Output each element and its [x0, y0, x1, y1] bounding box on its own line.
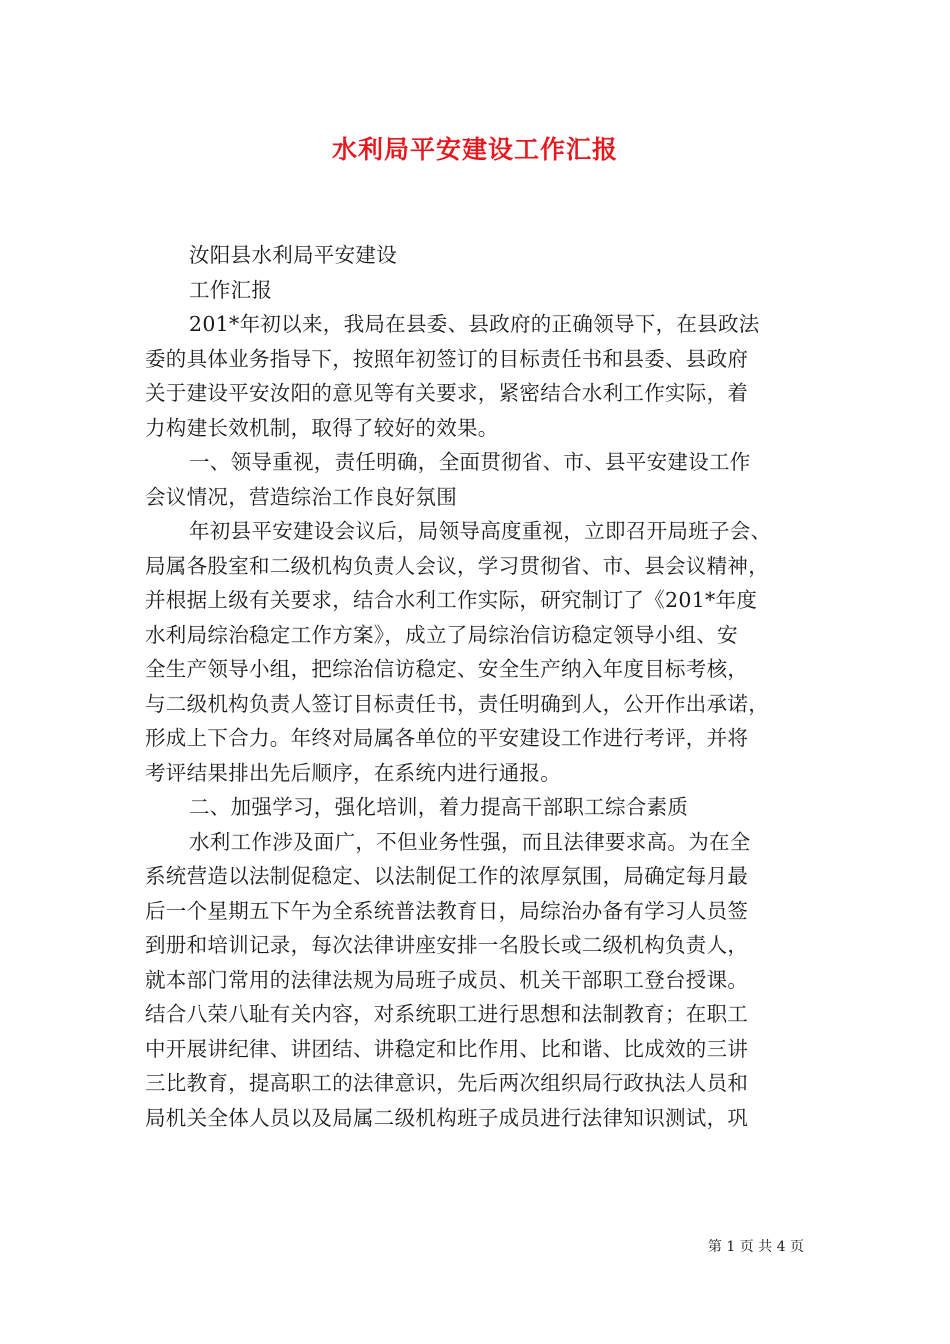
- text-line: 关于建设平安汝阳的意见等有关要求，紧密结合水利工作实际，着: [145, 381, 749, 405]
- text-line: 水利局综治稳定工作方案》，成立了局综治信访稳定领导小组、安: [145, 622, 738, 647]
- text-line: 水利工作涉及面广，不但业务性强，而且法律要求高。为在全: [189, 829, 751, 854]
- text-line: 到册和培训记录，每次法律讲座安排一名股长或二级机构负责人，: [145, 933, 749, 957]
- text-line: 力构建长效机制，取得了较好的效果。: [145, 415, 499, 440]
- text-line: 形成上下合力。年终对局属各单位的平安建设工作进行考评，并将: [145, 726, 749, 750]
- text-line: 三比教育，提高职工的法律意识，先后两次组织局行政执法人员和: [145, 1071, 749, 1095]
- text-line: 与二级机构负责人签订目标责任书，责任明确到人，公开作出承诺，: [145, 691, 769, 716]
- text-line: 一、领导重视，责任明确，全面贯彻省、市、县平安建设工作: [189, 450, 751, 474]
- text-line: 局属各股室和二级机构负责人会议，学习贯彻省、市、县会议精神，: [145, 553, 769, 578]
- text-line: 委的具体业务指导下，按照年初签订的目标责任书和县委、县政府: [145, 346, 749, 371]
- text-line: 工作汇报: [189, 277, 273, 302]
- text-line: 二、加强学习，强化培训，着力提高干部职工综合素质: [189, 795, 689, 819]
- document-title: 水利局平安建设工作汇报: [331, 135, 618, 164]
- text-line: 全生产领导小组，把综治信访稳定、安全生产纳入年度目标考核，: [145, 657, 749, 681]
- text-line: 就本部门常用的法律法规为局班子成员、机关干部职工登台授课。: [145, 967, 749, 992]
- text-line: 201*年初以来，我局在县委、县政府的正确领导下，在县政法: [189, 312, 760, 336]
- text-line: 并根据上级有关要求，结合水利工作实际，研究制订了《201*年度: [145, 588, 758, 612]
- text-line: 系统营造以法制促稳定、以法制促工作的浓厚氛围，局确定每月最: [145, 864, 749, 888]
- text-line: 汝阳县水利局平安建设: [189, 243, 397, 267]
- text-line: 局机关全体人员以及局属二级机构班子成员进行法律知识测试，巩: [145, 1105, 749, 1130]
- text-line: 会议情况，营造综治工作良好氛围: [145, 484, 457, 509]
- page-number: 第 1 页 共 4 页: [707, 1239, 804, 1255]
- text-line: 后一个星期五下午为全系统普法教育日，局综治办备有学习人员签: [145, 898, 749, 923]
- text-line: 结合八荣八耻有关内容，对系统职工进行思想和法制教育；在职工: [145, 1002, 749, 1026]
- text-line: 中开展讲纪律、讲团结、讲稳定和比作用、比和谐、比成效的三讲: [145, 1036, 749, 1061]
- document-body: [145, 238, 810, 1135]
- text-line: 年初县平安建设会议后，局领导高度重视，立即召开局班子会、: [189, 519, 772, 543]
- text-line: 考评结果排出先后顺序，在系统内进行通报。: [145, 760, 561, 785]
